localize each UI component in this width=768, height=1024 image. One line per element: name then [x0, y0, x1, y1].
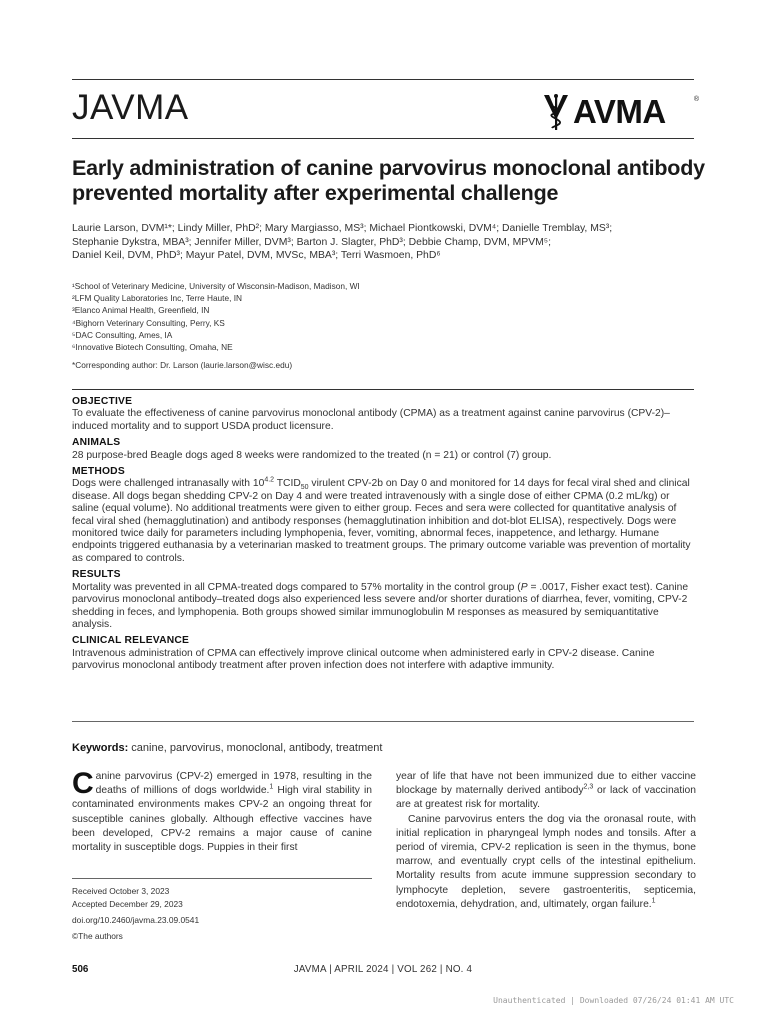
affiliation: ¹School of Veterinary Medicine, University of Wisconsin-Madison, Madison, WI: [72, 281, 360, 291]
author-line: Laurie Larson, DVM¹*; Lindy Miller, PhD²; Mary Margiasso, MS³; Michael Piontkowski, DVM⁴; Danielle Tremblay, MS³;: [72, 223, 613, 234]
body-text: anine parvovirus (CPV-2) emerged in 1978, resulting in the deaths of millions of dogs worldwide.: [95, 771, 372, 797]
objective-text: To evaluate the effectiveness of canine parvovirus monoclonal antibody (CPMA) as a treatment against canine parvovirus (CPV-2)–induced mortality and to support USDA product licensure.: [72, 408, 670, 432]
body-paragraph: [396, 770, 696, 813]
running-footer: JAVMA | APRIL 2024 | VOL 262 | NO. 4: [293, 964, 473, 975]
results-text-part: Mortality was prevented in all CPMA-treated dogs compared to 57% mortality in the control group (: [72, 581, 521, 593]
methods-text-part: TCID: [274, 478, 301, 490]
abstract-bottom-rule: [72, 721, 694, 722]
citation-superscript: 2,3: [583, 783, 594, 791]
keywords-label: Keywords:: [72, 742, 129, 754]
results-text: [72, 582, 694, 632]
top-rule: [72, 79, 694, 80]
body-text: or lack of vaccination are at greatest risk for mortality.: [396, 785, 696, 811]
affiliation-list: [72, 280, 672, 353]
copyright: ©The authors: [72, 931, 123, 941]
citation-superscript: 1: [651, 897, 656, 905]
avma-wordmark: AVMA: [573, 93, 666, 130]
methods-text-part: Dogs were challenged intranasally with 10: [72, 478, 265, 490]
received-date: Received October 3, 2023: [72, 886, 170, 896]
page-number: 506: [72, 964, 89, 975]
author-line: Stephanie Dykstra, MBA³; Jennifer Miller, DVM³; Barton J. Slagter, PhD³; Debbie Champ, DVM, MPVM⁵;: [72, 236, 551, 248]
article-dates: [72, 878, 372, 943]
header-rule: [72, 138, 694, 139]
drop-cap: C: [72, 767, 94, 800]
avma-logo: [543, 90, 697, 134]
body-column-right: [396, 770, 696, 912]
p-value-symbol: P: [520, 581, 528, 593]
body-text: year of life that have not been immunized due to either vaccine blockage by maternally derived antibody: [396, 771, 696, 797]
affiliation: ⁶Innovative Biotech Consulting, Omaha, NE: [72, 342, 233, 353]
animals-heading: ANIMALS: [72, 437, 121, 449]
affiliation: ⁴Bighorn Veterinary Consulting, Perry, KS: [72, 317, 225, 328]
body-column-left: [72, 767, 372, 855]
journal-name: JAVMA: [72, 88, 189, 127]
citation-superscript: 1: [269, 783, 274, 791]
keywords-text: canine, parvovirus, monoclonal, antibody, treatment: [128, 742, 383, 754]
methods-text-part: virulent CPV-2b on Day 0 and monitored for 14 days for fecal viral shed and clinical disease. All dogs began shedding CPV-2 on Day 4 and were treated intravenously with a single dose of either CPMA (0.2 mL/kg) or saline (equal volume). No additional treatments were given to either group. Feces and sera were collected for quantitative analysis of fecal viral shed (hemagglutination) and antibody responses (hemagglutination inhibition and dot-blot ELISA), respectively. Dogs were monitored twice daily for parameters including lymphopenia, fever, vomiting, abnormal feces, inappetence, and lethargy. Humane endpoints triggered euthanasia by a veterinarian masked to treatment groups. The primary outcome variable was prevention of mortality as compared to controls.: [72, 478, 691, 564]
body-text: High viral stability in contaminated environments makes CPV-2 an ongoing threat for susceptible canines globally. Although effective vaccines have been developed, CPV-2 remains a major cause of canine mortality in susceptible dogs. Puppies in their first: [72, 785, 372, 854]
accepted-date: Accepted December 29, 2023: [72, 899, 183, 909]
affiliation: ²LFM Quality Laboratories Inc, Terre Haute, IN: [72, 293, 243, 304]
corresponding-author: *Corresponding author: Dr. Larson (laurie.larson@wisc.edu): [72, 360, 293, 370]
body-paragraph: [72, 767, 372, 855]
download-notice: Unauthenticated | Downloaded 07/26/24 01:41 AM UTC: [493, 996, 734, 1005]
body-text: Canine parvovirus enters the dog via the oronasal route, with initial replication in pharyngeal lymph nodes and tonsils. After a period of viremia, CPV-2 replication is seen in the thymus, bone marrow, and eventually crypt cells of the intestinal epithelium. Mortality results from acute immune suppression secondary to lymphocyte depletion, severe gastroenteritis, septicemia, endotoxemia, dehydration, and, ultimately, organ failure.: [396, 813, 696, 910]
clinical-relevance-text: Intravenous administration of CPMA can effectively improve clinical outcome when administered early in CPV-2 disease. Canine parvovirus monoclonal antibody treatment after proven infection does not interfere with adaptive immunity.: [72, 647, 655, 672]
abstract-top-rule: [72, 389, 694, 390]
body-paragraph: [396, 813, 696, 912]
author-line: Daniel Keil, DVM, PhD³; Mayur Patel, DVM, MVSc, MBA³; Terri Wasmoen, PhD⁶: [72, 250, 441, 261]
clinical-relevance-heading: CLINICAL RELEVANCE: [72, 635, 190, 647]
trademark-mark: ®: [693, 96, 699, 103]
methods-superscript: 4.2: [264, 477, 275, 485]
doi-link[interactable]: doi.org/10.2460/javma.23.09.0541: [72, 915, 200, 925]
author-list: [72, 222, 702, 263]
affiliation: ⁵DAC Consulting, Ames, IA: [72, 329, 173, 340]
caduceus-icon: [543, 92, 569, 132]
animals-text: 28 purpose-bred Beagle dogs aged 8 weeks were randomized to the treated (n = 21) or control (7) group.: [72, 449, 552, 461]
objective-heading: OBJECTIVE: [72, 396, 133, 407]
keywords: [72, 742, 382, 754]
abstract: [72, 396, 694, 673]
affiliation: ³Elanco Animal Health, Greenfield, IN: [72, 305, 210, 316]
methods-subscript: 50: [300, 484, 309, 492]
results-text-part: = .0017, Fisher exact test). Canine parvovirus monoclonal antibody–treated dogs also experienced less severe and/or shorter durations of diarrhea, fever, vomiting, CPV-2 shedding in feces, and lymphopenia. Both groups showed similar immunoglobulin M responses as measured by semiquantitative analysis.: [72, 581, 689, 630]
methods-heading: METHODS: [72, 466, 125, 478]
methods-text: [72, 478, 694, 565]
article-title: Early administration of canine parvovirus monoclonal antibody prevented mortality after experimental challenge: [72, 156, 705, 205]
results-heading: RESULTS: [72, 569, 121, 581]
